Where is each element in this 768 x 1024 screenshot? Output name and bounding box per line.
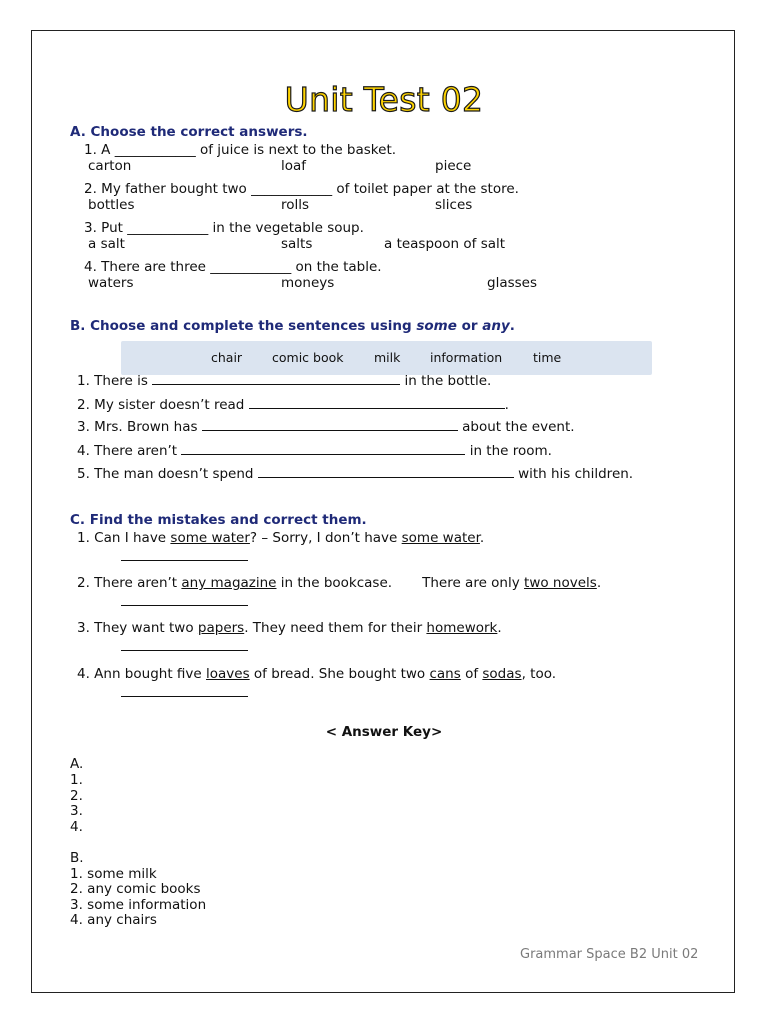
word-bank-item: milk — [374, 350, 401, 365]
answer-blank — [258, 465, 514, 478]
item-c2: 2. There aren’t any magazine in the bookcase. There are only two novels. — [77, 575, 602, 591]
answer-a-item: 2. — [70, 788, 83, 804]
answer-key-heading: < Answer Key> — [325, 724, 443, 740]
answer-b-label: B. — [70, 850, 84, 866]
correction-blank — [121, 595, 248, 606]
word-bank-item: chair — [211, 350, 243, 365]
correction-blank — [121, 550, 248, 561]
option-a4-1: waters — [88, 275, 134, 291]
option-a1-3: piece — [435, 158, 472, 174]
answer-a-item: 3. — [70, 803, 83, 819]
question-a2: 2. My father bought two ____________ of toilet paper at the store. — [84, 181, 519, 197]
section-a-heading: A. Choose the correct answers. — [70, 124, 308, 140]
option-a3-1: a salt — [88, 236, 125, 252]
option-a3-3: a teaspoon of salt — [384, 236, 506, 252]
item-c4: 4. Ann bought five loaves of bread. She bought two cans of sodas, too. — [77, 666, 557, 682]
item-c1: 1. Can I have some water? – Sorry, I don’t have some water. — [77, 530, 485, 546]
answer-blank — [202, 418, 458, 431]
section-c-heading: C. Find the mistakes and correct them. — [70, 512, 367, 528]
option-a4-3: glasses — [487, 275, 537, 291]
answer-b-item: 3. some information — [70, 897, 207, 913]
question-a4: 4. There are three ____________ on the table. — [84, 259, 382, 275]
answer-blank — [181, 442, 465, 455]
item-c3: 3. They want two papers. They need them for their homework. — [77, 620, 502, 636]
option-a2-2: rolls — [281, 197, 310, 213]
sentence-b5: 5. The man doesn’t spend with his children. — [77, 466, 634, 482]
answer-a-item: 4. — [70, 819, 83, 835]
question-a1: 1. A ____________ of juice is next to the basket. — [84, 142, 397, 158]
option-a3-2: salts — [281, 236, 313, 252]
sentence-b3: 3. Mrs. Brown has about the event. — [77, 419, 575, 435]
answer-blank — [249, 396, 505, 409]
word-bank-item: comic book — [272, 350, 344, 365]
answer-a-item: 1. — [70, 772, 83, 788]
answer-b-item: 4. any chairs — [70, 912, 157, 928]
correction-blank — [121, 686, 248, 697]
answer-b-item: 2. any comic books — [70, 881, 201, 897]
answer-a-label: A. — [70, 756, 84, 772]
word-bank-item: time — [533, 350, 562, 365]
sentence-b2: 2. My sister doesn’t read . — [77, 397, 509, 413]
sentence-b4: 4. There aren’t in the room. — [77, 443, 552, 459]
option-a1-2: loaf — [281, 158, 307, 174]
section-b-heading: B. Choose and complete the sentences using some or any. — [70, 318, 515, 334]
footer-text: Grammar Space B2 Unit 02 — [520, 947, 699, 962]
correction-blank — [121, 640, 248, 651]
question-a3: 3. Put ____________ in the vegetable soup. — [84, 220, 364, 236]
sentence-b1: 1. There is in the bottle. — [77, 373, 492, 389]
answer-b-item: 1. some milk — [70, 866, 157, 882]
page-title: Unit Test 02 — [284, 80, 484, 119]
answer-blank — [152, 372, 400, 385]
option-a2-1: bottles — [88, 197, 135, 213]
option-a1-1: carton — [88, 158, 132, 174]
word-bank-item: information — [430, 350, 503, 365]
option-a4-2: moneys — [281, 275, 335, 291]
option-a2-3: slices — [435, 197, 473, 213]
